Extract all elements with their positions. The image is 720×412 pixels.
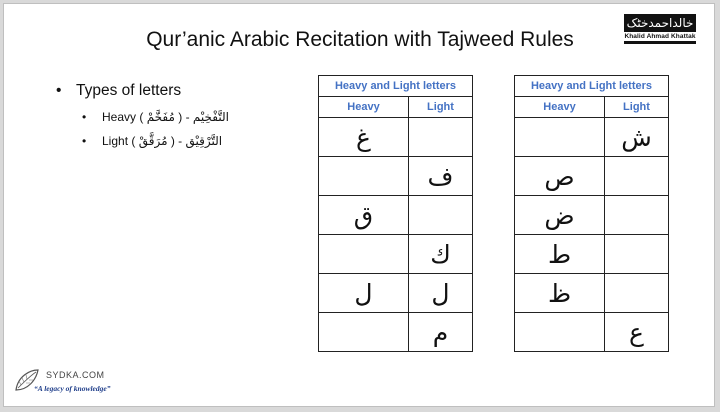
column-header-light: Light [605,97,669,118]
table-row [515,196,669,235]
light-arabic-term: التَّرْقِيْق [185,134,223,148]
light-cell [409,196,473,235]
light-cell: ش [605,118,669,157]
heavy-cell [515,118,605,157]
sydka-logo [12,366,122,398]
letters-table-left [318,75,473,352]
light-cell [605,196,669,235]
bullet-heavy: • Heavy ( مُفَخَّمْ ) - التَّفْخِيْم [56,110,229,124]
light-cell [605,274,669,313]
table-row [515,313,669,352]
heavy-arabic-word: مُفَخَّمْ [146,110,175,124]
table-row [319,274,473,313]
table-row [515,118,669,157]
author-logo [624,14,696,44]
heavy-cell [515,313,605,352]
light-cell: ف [409,157,473,196]
light-cell: ك [409,235,473,274]
light-cell: ع [605,313,669,352]
bullet-list [56,82,229,148]
heavy-cell: ق [319,196,409,235]
heavy-label: Heavy [102,110,137,124]
letters-table-right [514,75,669,352]
light-label: Light [102,134,129,148]
light-cell [605,235,669,274]
heavy-cell: غ [319,118,409,157]
light-arabic-word: مُرَقَّقْ [138,134,168,148]
heavy-cell [319,313,409,352]
table-row [515,235,669,274]
logo-name: Khalid Ahmad Khattak [624,33,696,40]
table-row [319,157,473,196]
bullet-heading: • Types of letters [56,82,229,100]
table-row [515,157,669,196]
light-cell [409,118,473,157]
heavy-cell: ض [515,196,605,235]
slide-title: Qur’anic Arabic Recitation with Tajweed Rules [146,28,574,51]
heavy-cell: ص [515,157,605,196]
table-row [515,274,669,313]
brand-tagline: “A legacy of knowledge” [34,384,111,393]
table-title: Heavy and Light letters [319,76,473,97]
column-header-heavy: Heavy [515,97,605,118]
table-title: Heavy and Light letters [515,76,669,97]
heavy-arabic-term: التَّفْخِيْم [192,110,229,124]
column-header-heavy: Heavy [319,97,409,118]
heavy-cell [319,235,409,274]
light-cell: م [409,313,473,352]
logo-urdu-text: خالداحمدخٹک [626,16,694,30]
brand-name: SYDKA.COM [46,370,105,380]
column-header-light: Light [409,97,473,118]
light-cell: ل [409,274,473,313]
table-row [319,313,473,352]
bullet-light: • Light ( مُرَقَّقْ ) - التَّرْقِيْق [56,134,229,148]
heavy-cell [319,157,409,196]
table-row [319,196,473,235]
heavy-cell: ظ [515,274,605,313]
table-row [319,118,473,157]
heavy-cell: ل [319,274,409,313]
heavy-cell: ط [515,235,605,274]
light-cell [605,157,669,196]
table-row [319,235,473,274]
